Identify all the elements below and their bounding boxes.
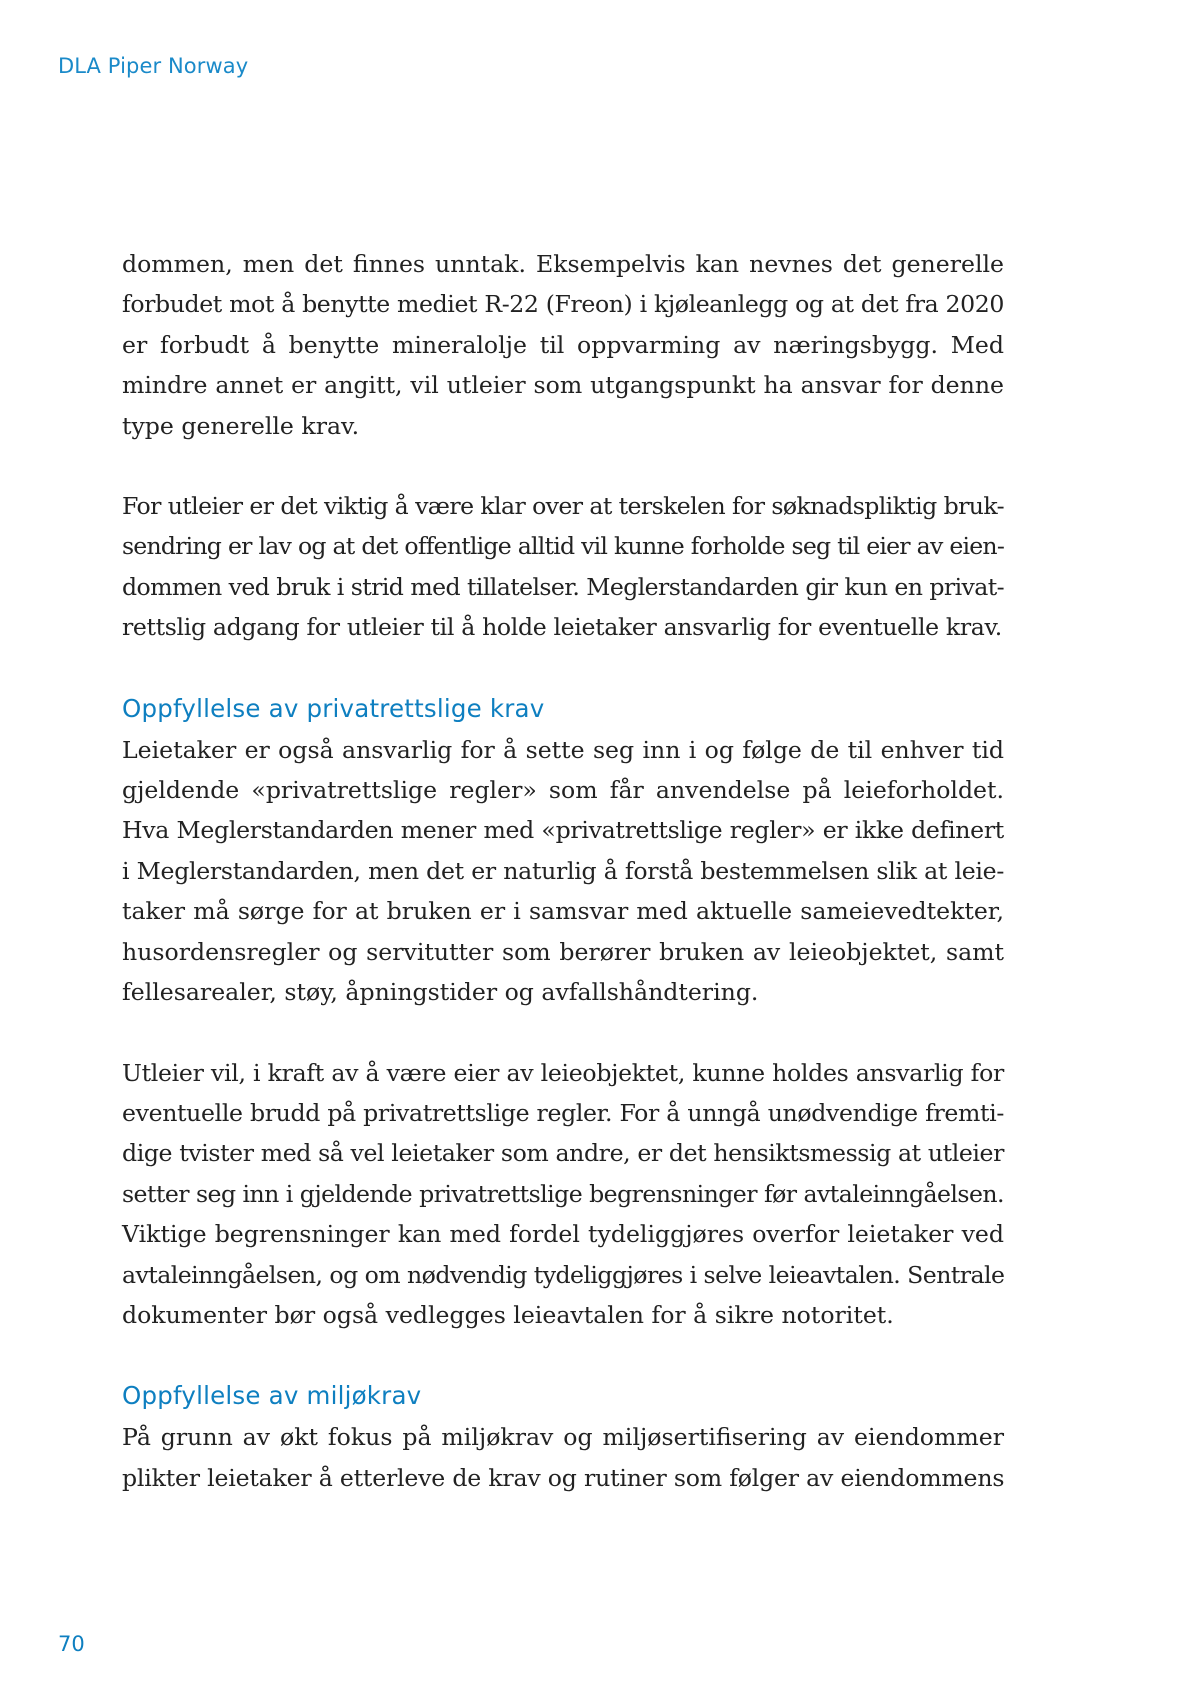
text-line: setter seg inn i gjeldende privatrettslige begrensninger før avtaleinngåelsen.	[122, 1179, 1004, 1208]
section-heading-privatrettslige-krav: Oppfyllelse av privatrettslige krav	[122, 693, 545, 723]
paragraph-3	[122, 730, 1004, 1013]
text-line: husordensregler og servitutter som berører bruken av leieobjektet, samt	[122, 937, 1004, 966]
section-heading-miljokrav: Oppfyllelse av miljøkrav	[122, 1381, 422, 1411]
text-line: dige tvister med så vel leietaker som andre, er det hensiktsmessig at utleier	[122, 1139, 1004, 1168]
text-line: fellesarealer, støy, åpningstider og avfallshåndtering.	[122, 978, 759, 1007]
text-line: Utleier vil, i kraft av å være eier av leieobjektet, kunne holdes ansvarlig for	[122, 1058, 1004, 1087]
text-line: gjeldende «privatrettslige regler» som får anvendelse på leieforholdet.	[122, 776, 1004, 805]
text-line: Viktige begrensninger kan med fordel tydeliggjøres overfor leietaker ved	[122, 1220, 1004, 1249]
text-line: i Meglerstandarden, men det er naturlig å forstå bestemmelsen slik at leie-	[122, 856, 1004, 885]
text-line: rettslig adgang for utleier til å holde leietaker ansvarlig for eventuelle krav.	[122, 613, 1002, 642]
text-line: sendring er lav og at det offentlige alltid vil kunne forholde seg til eier av eien-	[122, 532, 1004, 561]
text-line: type generelle krav.	[122, 411, 360, 440]
text-line: mindre annet er angitt, vil utleier som utgangspunkt ha ansvar for denne	[122, 371, 1004, 400]
text-line: dommen, men det finnes unntak. Eksempelvis kan nevnes det generelle	[122, 250, 1004, 278]
text-line: Hva Meglerstandarden mener med «privatrettslige regler» er ikke definert	[122, 816, 1004, 845]
text-line: dommen ved bruk i strid med tillatelser. Meglerstandarden gir kun en privat-	[122, 572, 1004, 601]
text-line: Leietaker er også ansvarlig for å sette seg inn i og følge de til enhver tid	[122, 735, 1004, 764]
text-line: dokumenter bør også vedlegges leieavtalen for å sikre notoritet.	[122, 1300, 894, 1329]
text-line: taker må sørge for at bruken er i samsvar med aktuelle sameievedtekter,	[122, 897, 1004, 926]
text-line: avtaleinngåelsen, og om nødvendig tydeliggjøres i selve leieavtalen. Sentrale	[122, 1260, 1005, 1289]
text-line: eventuelle brudd på privatrettslige regler. For å unngå unødvendige fremti-	[122, 1098, 1004, 1127]
paragraph-5	[122, 1417, 1004, 1498]
text-line: forbudet mot å benytte mediet R-22 (Freon) i kjøleanlegg og at det fra 2020	[122, 290, 1004, 319]
paragraph-1	[122, 244, 1004, 446]
page-number: 70	[58, 1632, 85, 1656]
text-line: plikter leietaker å etterleve de krav og rutiner som følger av eiendommens	[122, 1463, 1005, 1492]
running-header: DLA Piper Norway	[58, 54, 249, 78]
text-line: For utleier er det viktig å være klar over at terskelen for søknadspliktig bruk-	[122, 492, 1004, 521]
text-line: er forbudt å benytte mineralolje til oppvarming av næringsbygg. Med	[122, 330, 1004, 359]
paragraph-2	[122, 486, 1004, 648]
text-line: På grunn av økt fokus på miljøkrav og miljøsertifisering av eiendommer	[122, 1423, 1004, 1452]
page-content	[122, 244, 1004, 1498]
paragraph-4	[122, 1053, 1004, 1336]
